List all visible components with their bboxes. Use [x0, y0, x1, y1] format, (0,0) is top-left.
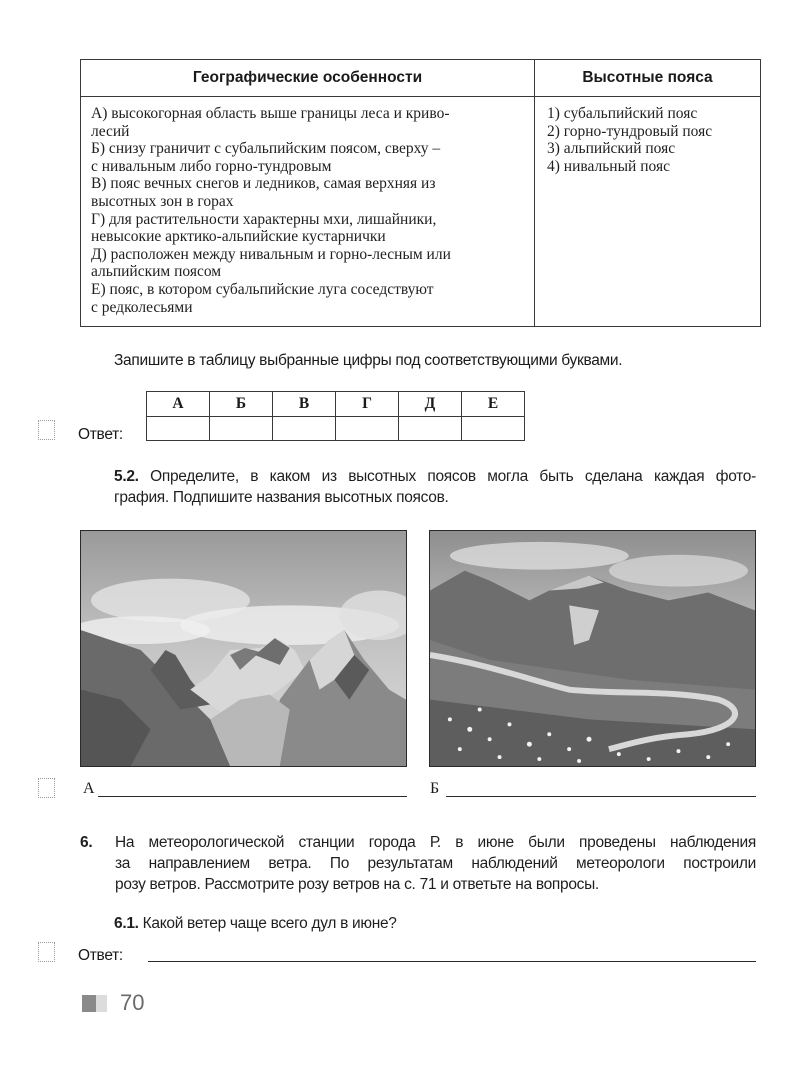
- task-6-number: 6.: [80, 834, 93, 851]
- letter-cell: Г: [336, 392, 399, 417]
- feature-line: Г) для растительности характерны мхи, лишайники,: [91, 210, 437, 228]
- letter-cell: Б: [210, 392, 273, 417]
- task-text-line: за направлением ветра. По результатам наблюдений метеорологи построили: [115, 855, 756, 872]
- letter-cell: Е: [462, 392, 525, 417]
- answer-grid-letters: [147, 392, 525, 417]
- feature-line: невысокие арктико-альпийские кустарнички: [91, 228, 386, 246]
- photo-a-snow-peaks: [80, 530, 407, 767]
- task-question: Какой ветер чаще всего дул в июне?: [142, 915, 397, 932]
- score-box[interactable]: [38, 778, 55, 798]
- matching-table: [80, 59, 761, 327]
- belt-option: 4) нивальный пояс: [547, 157, 670, 175]
- letter-cell: А: [147, 392, 210, 417]
- answer-cell-a[interactable]: [147, 416, 210, 441]
- answer-label: Ответ:: [78, 426, 123, 443]
- answer-label: Ответ:: [78, 947, 123, 964]
- answer-cell-g[interactable]: [336, 416, 399, 441]
- feature-line: лесий: [91, 122, 130, 140]
- belt-option: 2) горно-тундровый пояс: [547, 122, 713, 140]
- photo-a-label: А: [83, 780, 95, 797]
- answer-grid-inputs: [147, 416, 525, 441]
- task-text-line: Определите, в каком из высотных поясов могла быть сделана каждая фото-: [150, 468, 756, 485]
- task-6-text: [115, 832, 756, 874]
- letter-cell: Д: [399, 392, 462, 417]
- belt-option: 3) альпийский пояс: [547, 140, 676, 158]
- page-number: 70: [120, 990, 145, 1015]
- feature-line: Д) расположен между нивальным и горно-лесным или: [91, 245, 451, 263]
- mountain-photo-b: [430, 531, 755, 766]
- feature-line: В) пояс вечных снегов и ледников, самая верхняя из: [91, 175, 436, 193]
- instruction-text: Запишите в таблицу выбранные цифры под соответствующими буквами.: [114, 352, 623, 369]
- photo-b-answer-line[interactable]: [446, 796, 756, 797]
- feature-line: с нивальным либо горно-тундровым: [91, 157, 332, 175]
- photo-a-answer-line[interactable]: [98, 796, 407, 797]
- feature-line: Е) пояс, в котором субальпийские луга соседствуют: [91, 280, 434, 298]
- header-belts: Высотные пояса: [535, 60, 760, 97]
- task-5-2: [114, 466, 756, 487]
- task-text-line: На метеорологической станции города Р. в июне были проведены наблюдения: [115, 834, 756, 851]
- task-number: 5.2.: [114, 468, 139, 485]
- feature-line: А) высокогорная область выше границы леса и криво-: [91, 105, 450, 122]
- belt-option: 1) субальпийский пояс: [547, 105, 698, 122]
- feature-line: Б) снизу граничит с субальпийским поясом, сверху –: [91, 140, 441, 158]
- task-6-1-answer-line[interactable]: [148, 961, 756, 962]
- feature-line: с редколесьями: [91, 298, 193, 316]
- photo-b-meadow: [429, 530, 756, 767]
- task-text-line: розу ветров. Рассмотрите розу ветров на с. 71 и ответьте на вопросы.: [115, 876, 599, 893]
- mountain-photo-a: [81, 531, 406, 766]
- page-marker-light: [96, 995, 107, 1012]
- header-features: Географические особенности: [81, 60, 535, 97]
- feature-line: альпийским поясом: [91, 263, 222, 281]
- task-number: 6.1.: [114, 915, 139, 932]
- answer-cell-v[interactable]: [273, 416, 336, 441]
- photo-b-label: Б: [430, 780, 440, 797]
- answer-cell-d[interactable]: [399, 416, 462, 441]
- belts-column: [535, 97, 760, 326]
- answer-cell-b[interactable]: [210, 416, 273, 441]
- score-box[interactable]: [38, 420, 55, 440]
- answer-grid: [146, 391, 525, 441]
- letter-cell: В: [273, 392, 336, 417]
- answer-cell-e[interactable]: [462, 416, 525, 441]
- page-marker-dark: [82, 995, 96, 1012]
- features-column: [81, 97, 535, 326]
- score-box[interactable]: [38, 942, 55, 962]
- task-6-1: [114, 913, 397, 934]
- feature-line: высотных зон в горах: [91, 192, 234, 210]
- task-5-2-line-2: графия. Подпишите названия высотных поясов.: [114, 489, 449, 506]
